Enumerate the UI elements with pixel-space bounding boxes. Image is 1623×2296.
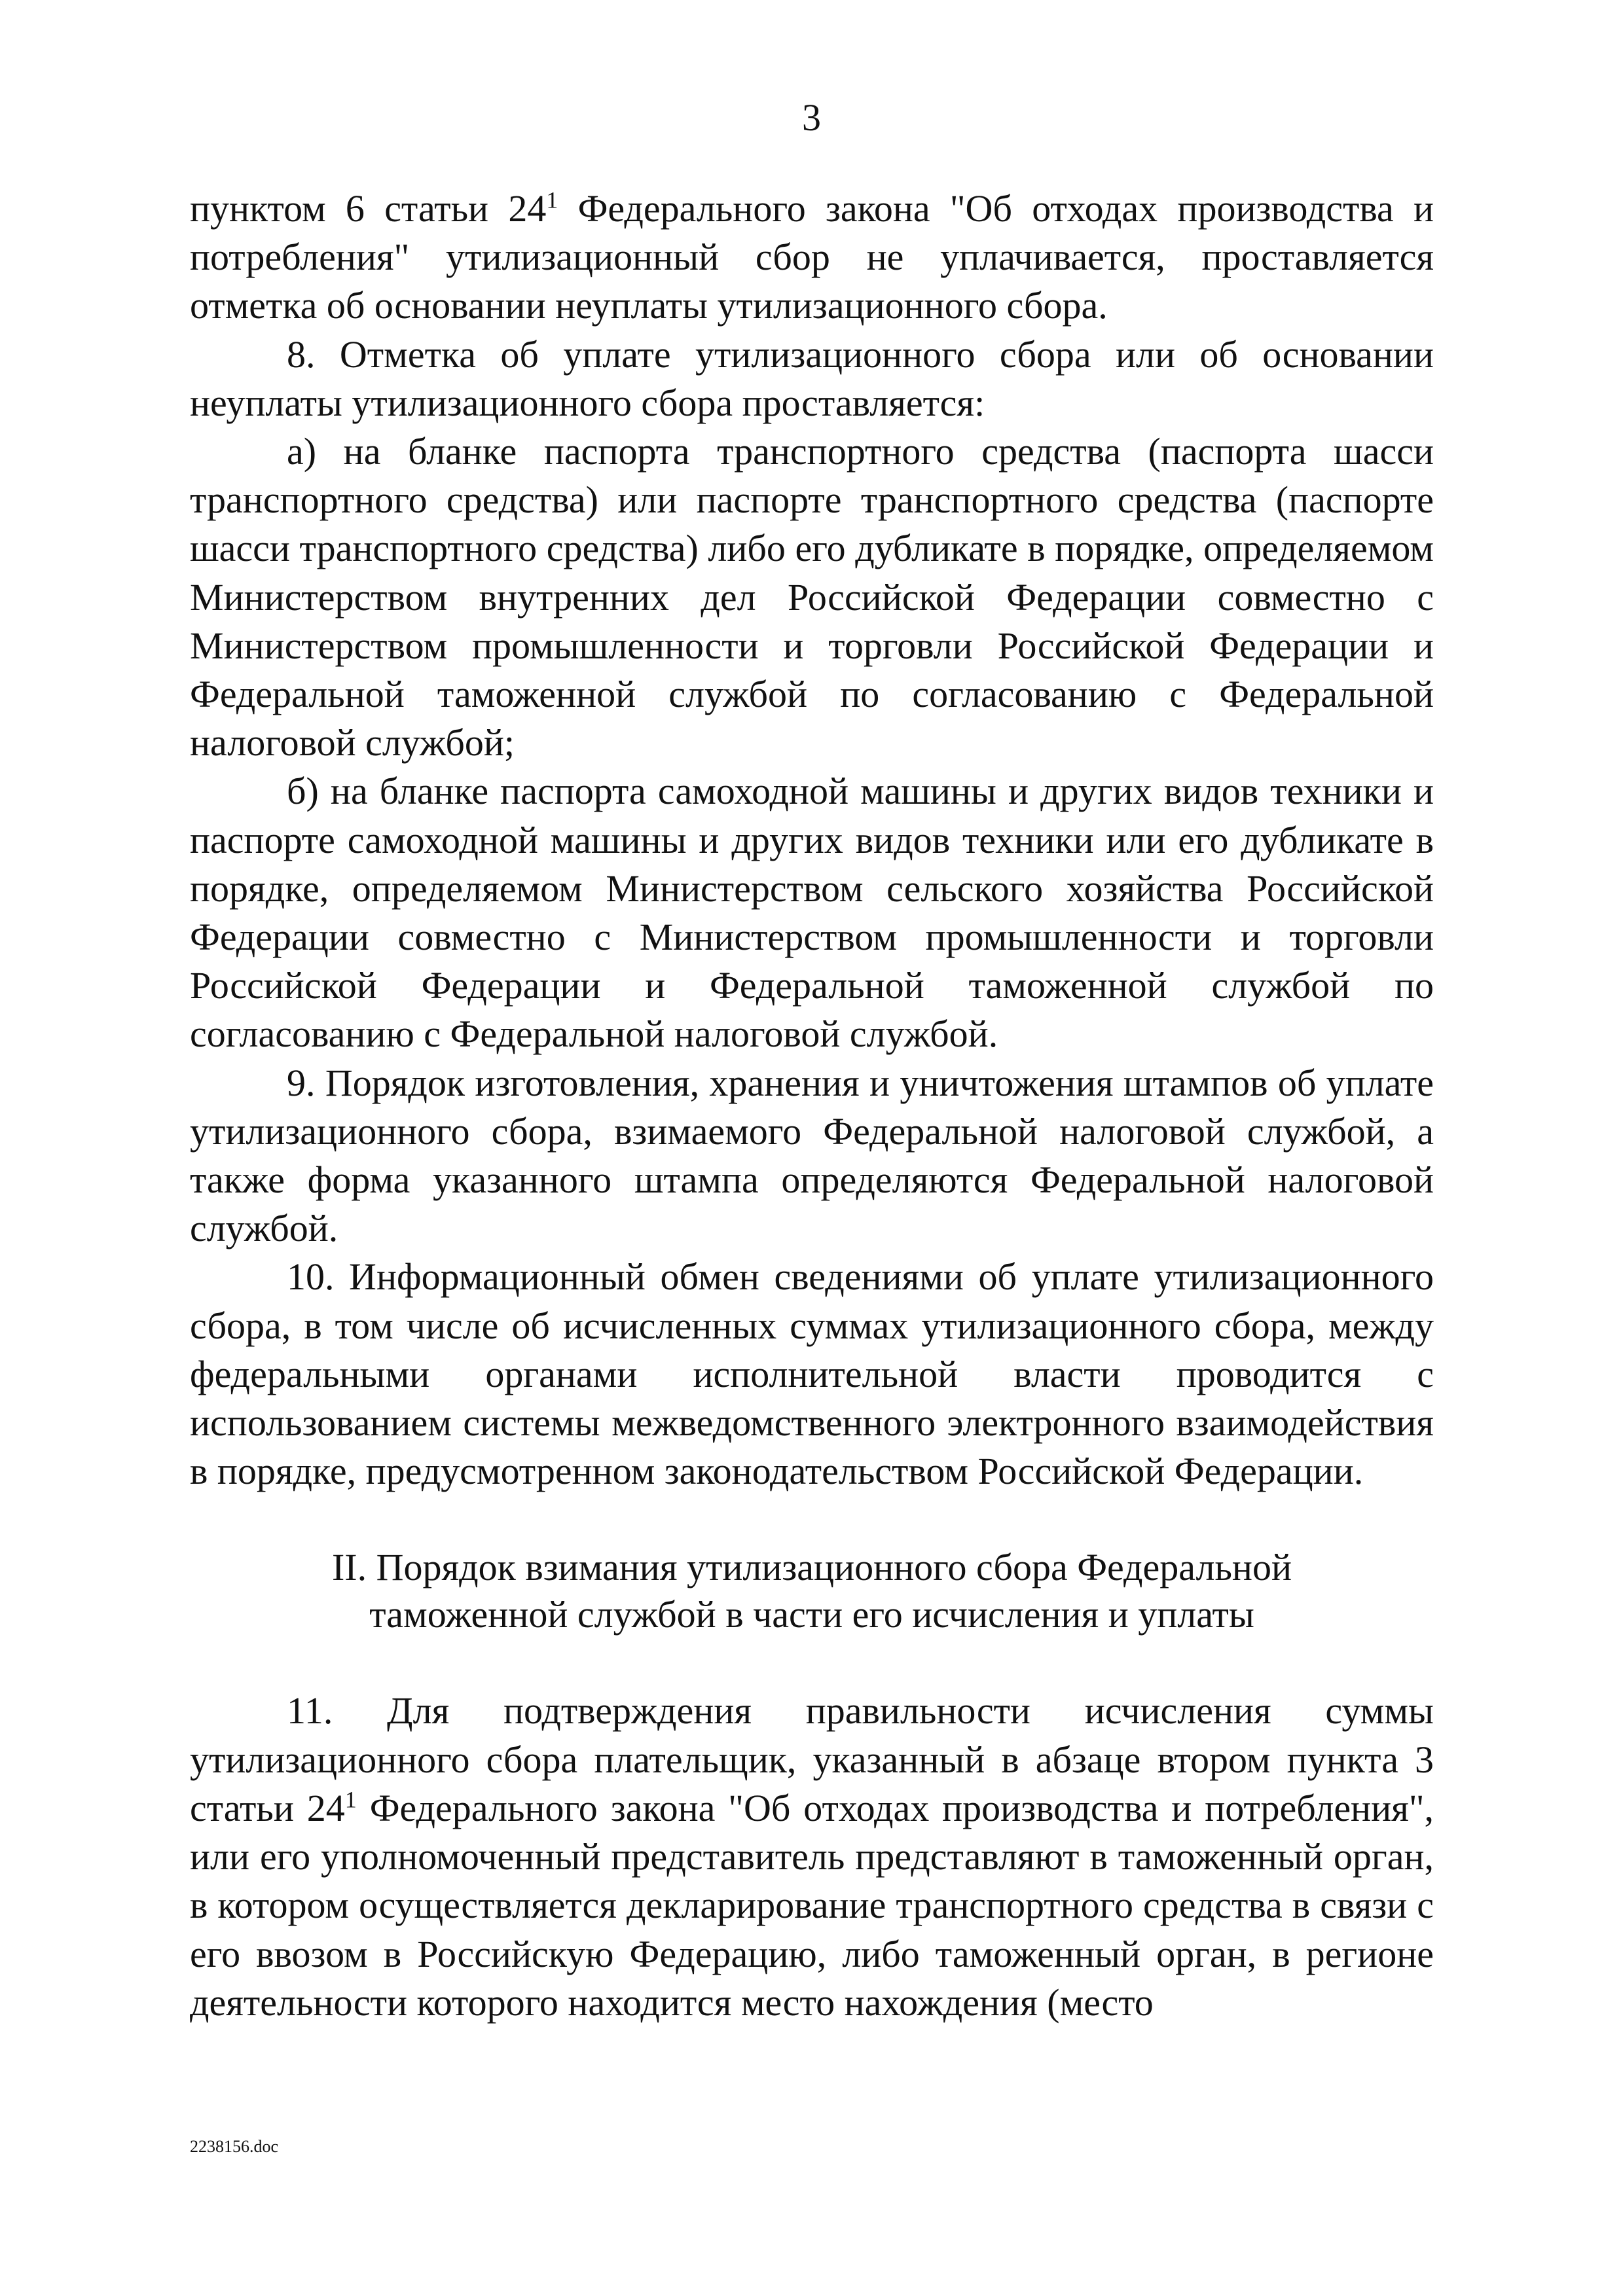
- p7-text-before: пунктом 6 статьи 24: [190, 187, 547, 230]
- paragraph-8b: б) на бланке паспорта самоходной машины и других видов техники и паспорте самоходной машины и других видов техники или его дубликате в порядке, определяемом Министерством сельского хозяйства Российской Федерации совместно с Министерством промышленности и торговли Российской Федерации и Федеральной таможенной службой по согласованию с Федеральной налоговой службой.: [190, 770, 1434, 1056]
- document-body: [190, 185, 1434, 2027]
- section-2-heading-line-1: II. Порядок взимания утилизационного сбора Федеральной: [331, 1546, 1292, 1589]
- section-2-heading-line-2: таможенной службой в части его исчисления и уплаты: [369, 1593, 1254, 1636]
- p11-text-after: Федерального закона "Об отходах производства и потребления", или его уполномоченный представитель представляют в таможенный орган, в котором осуществляется декларирование транспортного средства в связи с его ввозом в Российскую Федерацию, либо таможенный орган, в регионе деятельности которого находится место нахождения (место: [190, 1786, 1434, 2024]
- paragraph-10: 10. Информационный обмен сведениями об уплате утилизационного сбора, в том числе об исчисленных суммах утилизационного сбора, между федеральными органами исполнительной власти проводится с использованием системы межведомственного электронного взаимодействия в порядке, предусмотренном законодательством Российской Федерации.: [190, 1255, 1434, 1493]
- paragraph-7-continuation: [190, 185, 1434, 331]
- p7-text-after: Федерального закона "Об отходах производства и потребления" утилизационный сбор не уплачивается, проставляется отметка об основании неуплаты утилизационного сбора.: [190, 187, 1434, 327]
- page-number: 3: [802, 96, 821, 139]
- p11-superscript: 1: [344, 1786, 357, 1813]
- document-filename-footer: 2238156.doc: [190, 2137, 279, 2156]
- p7-superscript: 1: [546, 187, 558, 213]
- section-2-heading: [190, 1544, 1434, 1638]
- paragraph-11: [190, 1687, 1434, 2026]
- paragraph-8a: а) на бланке паспорта транспортного средства (паспорта шасси транспортного средства) или паспорте транспортного средства (паспорте шасси транспортного средства) либо его дубликате в порядке, определяемом Министерством внутренних дел Российской Федерации совместно с Министерством промышленности и торговли Российской Федерации и Федеральной таможенной службой по согласованию с Федеральной налоговой службой;: [190, 430, 1434, 764]
- paragraph-8: 8. Отметка об уплате утилизационного сбора или об основании неуплаты утилизационного сбора проставляется:: [190, 332, 1434, 424]
- paragraph-9: 9. Порядок изготовления, хранения и уничтожения штампов об уплате утилизационного сбора, взимаемого Федеральной налоговой службой, а также форма указанного штампа определяются Федеральной налоговой службой.: [190, 1061, 1434, 1250]
- p11-text-before: 11. Для подтверждения правильности исчисления суммы утилизационного сбора плательщик, указанный в абзаце втором пункта 3 статьи 24: [190, 1689, 1434, 1829]
